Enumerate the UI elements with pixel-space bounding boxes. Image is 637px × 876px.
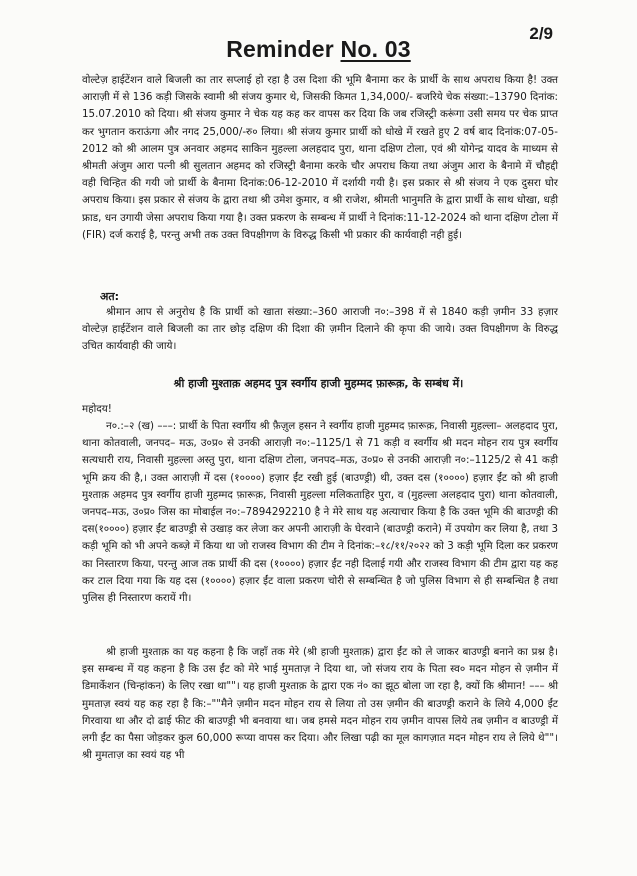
- paragraph-mushtaq-claim: श्री हाजी मुश्ताक़ का यह कहना है कि जहाँ तक मेरे (श्री हाजी मुश्ताक़) द्वारा ईंट को ले जाकर बाउण्ड्री बनाने का प्रश्न है। इस सम्बन्ध में यह कहना है कि उस ईंट को मेरे भाई मुमताज़ ने दिया था, जो संजय राय के पिता स्व० मदन मोहन से ज़मीन में डिमार्केशन (चिन्हांकन) के लिए रखा था""। यह हाजी मुश्ताक़ के द्वारा एक नं० का झूठ बोला जा रहा है, क्यों कि श्रीमान! ––– श्री मुमताज़ स्वयं यह कह रहा है कि:–""मैने ज़मीन मदन मोहन राय से लिया तो उस ज़मीन की बाउण्ड्री कराने के लिये 4,000 ईंट गिरवाया था और दो ढाई फीट की बाउण्ड्री भी बनवाया था। जब हमसे मदन मोहन राय ज़मीन वापस लिये तब ज़मीन व बाउण्ड्री में लगी ईंट का पैसा जोड़कर कुल 60,000 रूप्या वापस कर दिया। और लिखा पढ़ी का मूल कागज़ात मदन मोहन राय ले लिये थे""। श्री मुमताज़ का स्वयं यह भी: [82, 646, 558, 762]
- page-number: 2/9: [529, 24, 553, 43]
- paragraph-request: श्रीमान आप से अनुरोध है कि प्रार्थी को खाता संख्या:–360 आराजी न०:–398 में से 1840 कड़ी ज़मीन 33 हज़ार वोल्टेज़ हाईटेंशन वाले बिजली का तार छोड़ दक्षिण की दिशा की ज़मीन दिलाने की कृपा की जाये। उक्त विपक्षीगण के विरुद्ध उचित कार्यवाही की जाये।: [82, 306, 558, 353]
- subject-heading: श्री हाजी मुश्ताक़ अहमद पुत्र स्वर्गीय हाजी मुहम्मद फ़ारूक़, के सम्बंध में।: [173, 377, 464, 390]
- document-title: [0, 36, 637, 63]
- paragraph-fraud-details: वोल्टेज़ हाईटेंशन वाले बिजली का तार सप्लाई हो रहा है उस दिशा की भूमि बैनामा कर के प्रार्थी के साथ अपराध किया है! उक्त आराज़ी में से 136 कड़ी जिसके स्वामी श्री संजय कुमार थे, जिसकी किमत 1,34,000/- बजरिये चेक संख्या:–13790 दिनांक: 15.07.2010 को दिया। श्री संजय कुमार ने चेक यह कह कर वापस कर दिया कि जब रजिस्ट्री करूंगा उसी समय पर चेक प्राप्त कर भुगतान कराऊंगा और नगद 25,000/-रु० लिया। श्री संजय कुमार प्रार्थी को धोखे में रखते हुए 2 वर्ष बाद दिनांक:07-05-2012 को श्री आलम पुत्र अनवार अहमद साकिन मुहल्ला अलहदाद पुरा, थाना दक्षिण टोला, एवं श्री योगेन्द्र यादव के माध्यम से श्रीमती अंजुम आरा पत्नी श्री सुलतान अहमद को रजिस्ट्री बैनामा करके चौर अपराध किया तथा अंजुम आरा के बैनामे में चौहद्दी वही चिन्हित की गयी जो प्रार्थी के बैनामा दिनांक:06-12-2010 में दर्शायी गयी है। इस प्रकार से श्री संजय ने एक दुसरा घोर अपराध किया। इस प्रकार से संजय के द्वारा तथा श्री उमेश कुमार, व श्री राजेश, श्रीमती भानुमति के द्वारा प्रार्थी के साथ धोखा, धड़ी फ्राड, धन उगायी जेसा अपराध किया गया है। उक्त प्रकरण के सम्बन्ध में प्रार्थी ने दिनांक:11-12-2024 को थाना दक्षिण टोला में (FIR) दर्ज कराई है, परन्तु अभी तक उक्त विपक्षीगण के विरुद्ध किसी भी प्रकार की कार्यवाही नही हुई।: [82, 74, 558, 241]
- title-reminder: Reminder: [226, 36, 334, 62]
- paragraph-brick-complaint: न०.:–२ (ख) –––: प्रार्थी के पिता स्वर्गीय श्री फ़ैज़ुल हसन ने स्वर्गीय हाजी मुहम्मद फ़ारूक़, निवासी मुहल्ला– अलहदाद पुरा, थाना कोतवाली, जनपद– मऊ, उ०प्र० से उनकी आराज़ी न०:–1125/1 से 71 कड़ी व स्वर्गीय श्री मदन मोहन राय पुत्र स्वर्गीय सत्यधारी राय, निवासी मुहल्ला अस्तु पुरा, थाना दक्षिण टोला, जनपद–मऊ, उ०प्र० से उनकी आराज़ी न०:–1125/2 से 41 कड़ी भूमि क्रय की है,। उक्त आराज़ी में दस (१००००) हज़ार ईंट रखी हुई (बाउण्ड्री) थी, उक्त दस (१००००) हज़ार ईंट को श्री हाजी मुश्ताक़ अहमद पुत्र स्वर्गीय हाजी मुहम्मद फ़ारूक़, निवासी मुहल्ला मलिकताहिर पुरा, व (मुहल्ला अलहदाद पुरा) थाना कोतवाली, जनपद–मऊ, उ०प्र० जिस का मोबाईल न०:–7894292210 है ने मेरे साथ यह अत्याचार किया है कि उक्त भूमि की बाउण्ड्री की दस(१००००) हज़ार ईंट बाउण्ड्री से उखाड़ कर लेजा कर अपनी आराज़ी के घेरवाने (बाउण्ड्री कराने) में उपयोग कर लिया है, तथा 3 कड़ी भूमि को भी अपने कब्ज़े में किया था जो राजस्व विभाग की टीम ने दिनांक:–१८/११/२०२२ को 3 कड़ी भूमि दिला कर प्रकरण का निस्तारण किया, परन्तु आज तक प्रार्थी की दस (१००००) हज़ार ईंट नही दिलाई गयी और राजस्व विभाग की टीम द्वारा यह कह कर टाल दिया गया कि यह दस (१००००) हज़ार ईंट वाला प्रकरण चोरी से सम्बन्धित है जो पुलिस विभाग से ही सम्बन्धित है तथा पुलिस ही निस्तारण करायें गी।: [82, 420, 558, 605]
- title-number: No. 03: [340, 36, 411, 62]
- salutation: महोदय!: [82, 403, 112, 415]
- ata-label: अत:: [100, 290, 120, 303]
